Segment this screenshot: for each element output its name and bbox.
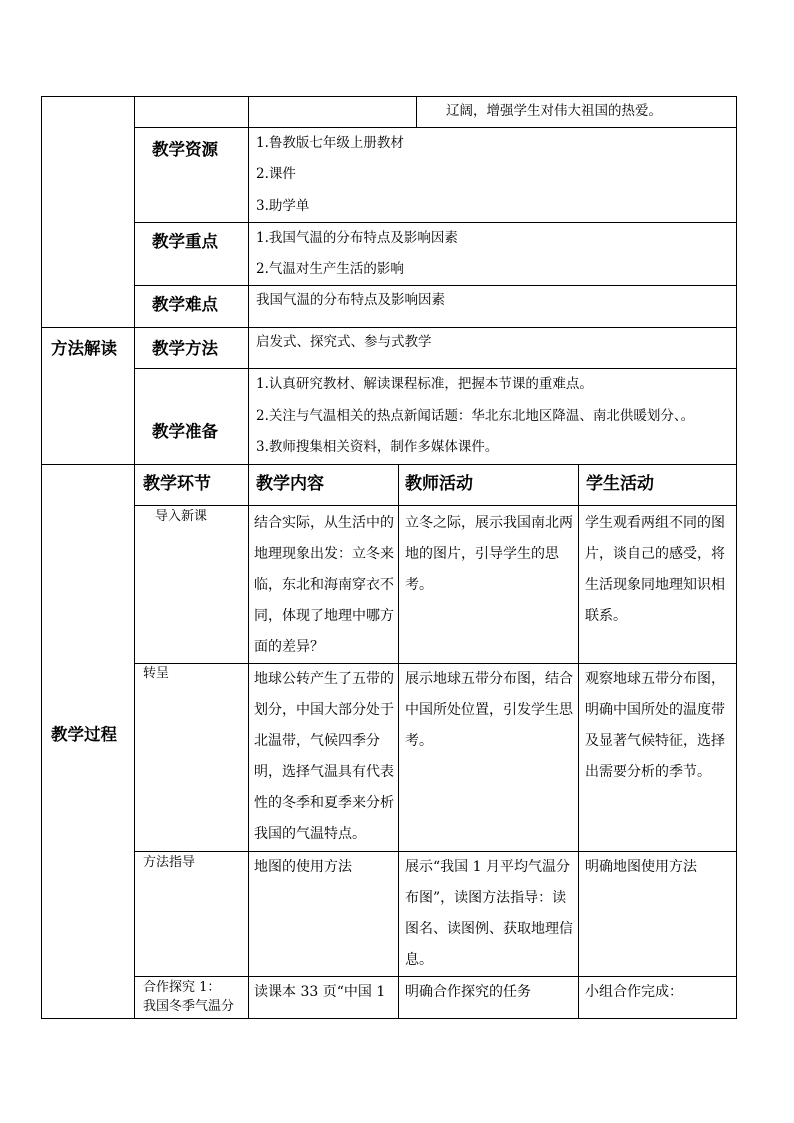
- content-cell: 读课本 33 页“中国 1: [254, 984, 386, 1000]
- objective-continuation: 辽阔，增强学生对伟大祖国的热爱。: [446, 103, 662, 119]
- difficulty-item: 我国气温的分布特点及影响因素: [256, 292, 445, 308]
- key-point-item: 2.气温对生产生活的影响: [256, 261, 404, 277]
- row-divider: [134, 222, 737, 223]
- stage-name: 转呈: [143, 666, 170, 681]
- prep-item: 2.关注与气温相关的热点新闻话题：华北东北地区降温、南北供暖划分、。: [256, 408, 695, 424]
- label-teaching-method: 教学方法: [152, 339, 218, 358]
- column-header: 教师活动: [405, 474, 473, 494]
- row-divider: [134, 505, 737, 506]
- student-activity-cell: 观察地球五带分布图，明确中国所处的温度带及显著气候特征，选择出需要分析的季节。: [585, 671, 725, 780]
- column-header: 教学内容: [256, 474, 324, 494]
- row-divider: [134, 368, 737, 369]
- teacher-activity-cell: 明确合作探究的任务: [405, 984, 531, 1000]
- teacher-activity-cell: 展示地球五带分布图，结合中国所处位置，引发学生思考。: [405, 671, 573, 749]
- teacher-activity-cell: 立冬之际，展示我国南北两地的图片，引导学生的思考。: [405, 515, 573, 593]
- row-divider: [134, 127, 737, 128]
- resource-item: 1.鲁教版七年级上册教材: [256, 135, 404, 151]
- column-divider: [398, 464, 399, 1019]
- prep-item: 1.认真研究教材、解读课程标准，把握本节课的重难点。: [256, 376, 593, 392]
- resource-item: 3.助学单: [256, 198, 310, 214]
- stage-name: 合作探究 1：: [143, 980, 221, 995]
- method-item: 启发式、探究式、参与式教学: [256, 334, 432, 350]
- column-header: 学生活动: [586, 474, 654, 494]
- stage-name: 我国冬季气温分: [143, 999, 235, 1014]
- teacher-activity-cell: 展示“我国 1 月平均气温分布图”，读图方法指导：读图名、读图例、获取地理信息。: [405, 859, 573, 968]
- prep-item: 3.教师搜集相关资料，制作多媒体课件。: [256, 439, 499, 455]
- student-activity-cell: 学生观看两组不同的图片，谈自己的感受，将生活现象同地理知识相联系。: [585, 515, 725, 624]
- column-divider: [578, 464, 579, 1019]
- content-cell: 结合实际，从生活中的地理现象出发：立冬来临，东北和海南穿衣不同，体现了地理中哪方面的差异？: [254, 515, 394, 655]
- table-border-left: [41, 96, 42, 1019]
- student-activity-cell: 小组合作完成：: [585, 984, 683, 1000]
- column-divider: [248, 464, 249, 1019]
- table-border-top: [41, 96, 737, 97]
- stage-name: 方法指导: [143, 855, 196, 870]
- section-divider: [41, 327, 737, 328]
- column-divider: [134, 96, 135, 1019]
- stage-name: 导入新课: [155, 509, 208, 524]
- column-header: 教学环节: [143, 474, 211, 494]
- table-border-bottom: [41, 1018, 737, 1019]
- content-cell: 地球公转产生了五带的划分，中国大部分处于北温带，气候四季分明，选择气温具有代表性的冬季和夏季来分析我国的气温特点。: [254, 671, 394, 842]
- label-teaching-prep: 教学准备: [152, 422, 218, 441]
- column-divider: [416, 96, 417, 128]
- resource-item: 2.课件: [256, 166, 296, 182]
- row-divider: [134, 976, 737, 977]
- label-key-points: 教学重点: [152, 232, 218, 251]
- student-activity-cell: 明确地图使用方法: [585, 859, 697, 875]
- column-divider: [248, 96, 249, 465]
- section-label-method: 方法解读: [51, 339, 117, 358]
- key-point-item: 1.我国气温的分布特点及影响因素: [256, 230, 458, 246]
- section-divider: [41, 464, 737, 465]
- table-border-right: [736, 96, 737, 1019]
- content-cell: 地图的使用方法: [254, 859, 352, 875]
- label-difficulties: 教学难点: [152, 295, 218, 314]
- row-divider: [134, 285, 737, 286]
- label-teaching-resources: 教学资源: [152, 140, 218, 159]
- section-label-process: 教学过程: [51, 725, 117, 744]
